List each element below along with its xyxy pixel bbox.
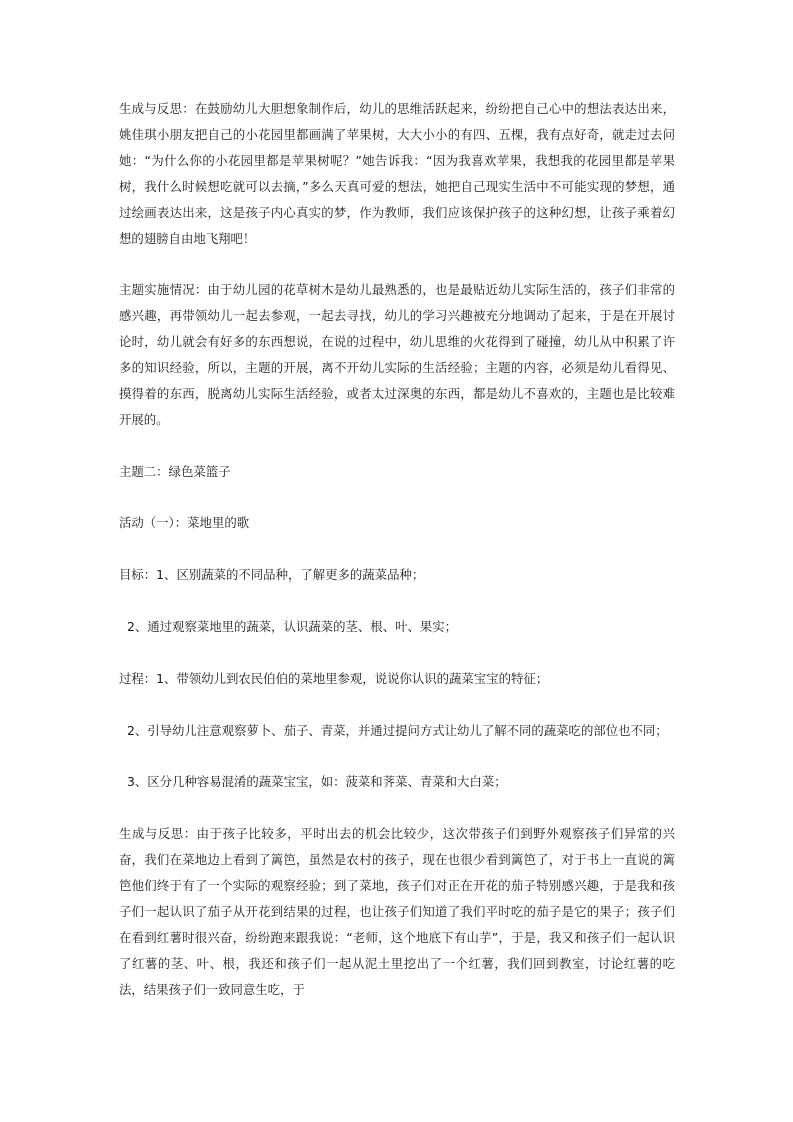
process-item-1: 过程：1、带领幼儿到农民伯伯的菜地里参观，说说你认识的蔬菜宝宝的特征； [119,670,549,686]
process-item-3: 3、区分几种容易混淆的蔬菜宝宝，如：菠菜和荠菜、青菜和大白菜； [127,774,507,790]
heading-activity-1: 活动（一）：菜地里的歌 [119,515,250,531]
document-body [119,96,675,1003]
heading-theme-2: 主题二：绿色菜篮子 [119,463,231,479]
process-item-2: 2、引导幼儿注意观察萝卜、茄子、青菜，并通过提问方式让幼儿了解不同的蔬菜吃的部位也不同； [127,722,668,738]
paragraph-reflection-2: 生成与反思：由于孩子比较多，平时出去的机会比较少，这次带孩子们到野外观察孩子们异常的兴奋，我们在菜地边上看到了篱笆，虽然是农村的孩子，现在也很少看到篱笆了，对于书上一直说的篱笆他们终于有了一个实际的观察经验；到了菜地，孩子们对正在开花的茄子特别感兴趣，于是我和孩子们一起认识了茄子从开花到结果的过程，也让孩子们知道了我们平时吃的茄子是它的果子；孩子们在看到红薯时很兴奋，纷纷跑来跟我说：“老师，这个地底下有山芋”，于是，我又和孩子们一起认识了红薯的茎、叶、根，我还和孩子们一起从泥土里挖出了一个红薯，我们回到教室，讨论红薯的吃法，结果孩子们一致同意生吃，于 [119,826,675,997]
goal-item-2: 2、通过观察菜地里的蔬菜，认识蔬菜的茎、根、叶、果实； [127,619,458,635]
goal-item-1: 目标：1、区别蔬菜的不同品种，了解更多的蔬菜品种； [119,567,425,583]
paragraph-reflection-1: 生成与反思：在鼓励幼儿大胆想象制作后，幼儿的思维活跃起来，纷纷把自己心中的想法表达出来，姚佳琪小朋友把自己的小花园里都画满了苹果树，大大小小的有四、五棵，我有点好奇，就走过去问她：“为什么你的小花园里都是苹果树呢？”她告诉我：“因为我喜欢苹果，我想我的花园里都是苹果树，我什么时候想吃就可以去摘，”多么天真可爱的想法，她把自己现实生活中不可能实现的梦想，通过绘画表达出来，这是孩子内心真实的梦，作为教师，我们应该保护孩子的这种幻想，让孩子乘着幻想的翅膀自由地飞翔吧！ [119,101,675,246]
paragraph-implementation: 主题实施情况：由于幼儿园的花草树木是幼儿最熟悉的，也是最贴近幼儿实际生活的，孩子们非常的感兴趣，再带领幼儿一起去参观，一起去寻找，幼儿的学习兴趣被充分地调动了起来，于是在开展讨论时，幼儿就会有好多的东西想说，在说的过程中，幼儿思维的火花得到了碰撞，幼儿从中积累了许多的知识经验，所以，主题的开展，离不开幼儿实际的生活经验；主题的内容，必须是幼儿看得见、摸得着的东西，脱离幼儿实际生活经验，或者太过深奥的东西，都是幼儿不喜欢的，主题也是比较难开展的。 [119,282,675,427]
